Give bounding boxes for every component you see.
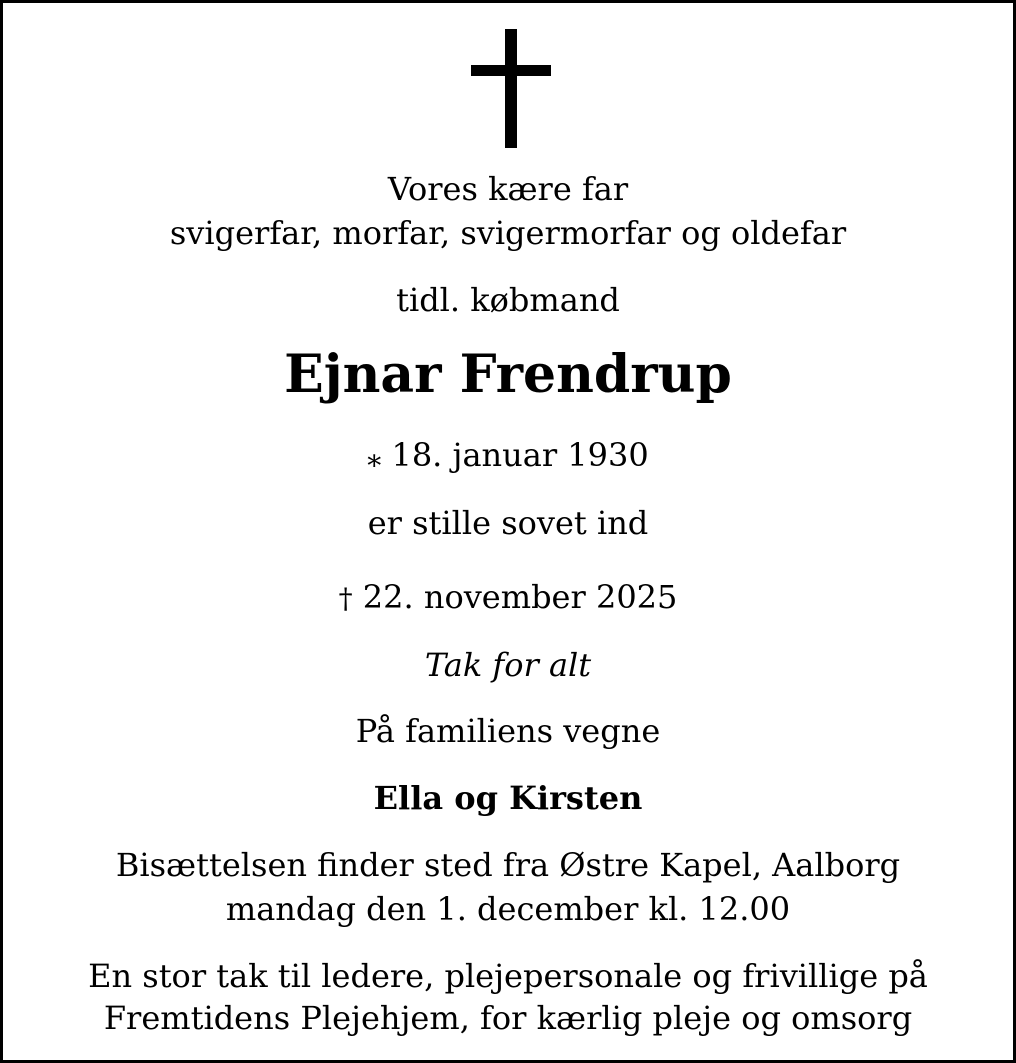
intro-line-2: svigerfar, morfar, svigermorfar og oldefar xyxy=(169,214,847,252)
family-names: Ella og Kirsten xyxy=(373,779,643,817)
family-intro: På familiens vegne xyxy=(355,712,661,750)
gratitude-line-2: Fremtidens Plejehjem, for kærlig pleje og omsorg xyxy=(103,999,913,1037)
birth-date: 18. januar 1930 xyxy=(391,436,649,474)
funeral-line-1: Bisættelsen finder sted fra Østre Kapel, Aalborg xyxy=(115,846,901,884)
deceased-name: Ejnar Frendrup xyxy=(284,344,732,405)
cross-icon xyxy=(471,29,551,148)
funeral-line-2: mandag den 1. december kl. 12.00 xyxy=(225,890,791,928)
thanks-text: Tak for alt xyxy=(424,646,592,684)
birth-symbol: ⁎ xyxy=(367,440,382,473)
death-line xyxy=(3,578,1013,618)
death-symbol: † xyxy=(338,582,353,615)
death-date: 22. november 2025 xyxy=(362,578,678,616)
gratitude-line-1: En stor tak til ledere, plejepersonale og frivillige på xyxy=(88,957,928,995)
cross-vertical-bar xyxy=(505,29,517,148)
cross-horizontal-bar xyxy=(471,65,551,76)
birth-line xyxy=(3,436,1013,476)
intro-line-1: Vores kære far xyxy=(387,170,629,208)
passing-text: er stille sovet ind xyxy=(367,504,649,542)
occupation-title: tidl. købmand xyxy=(396,281,620,319)
